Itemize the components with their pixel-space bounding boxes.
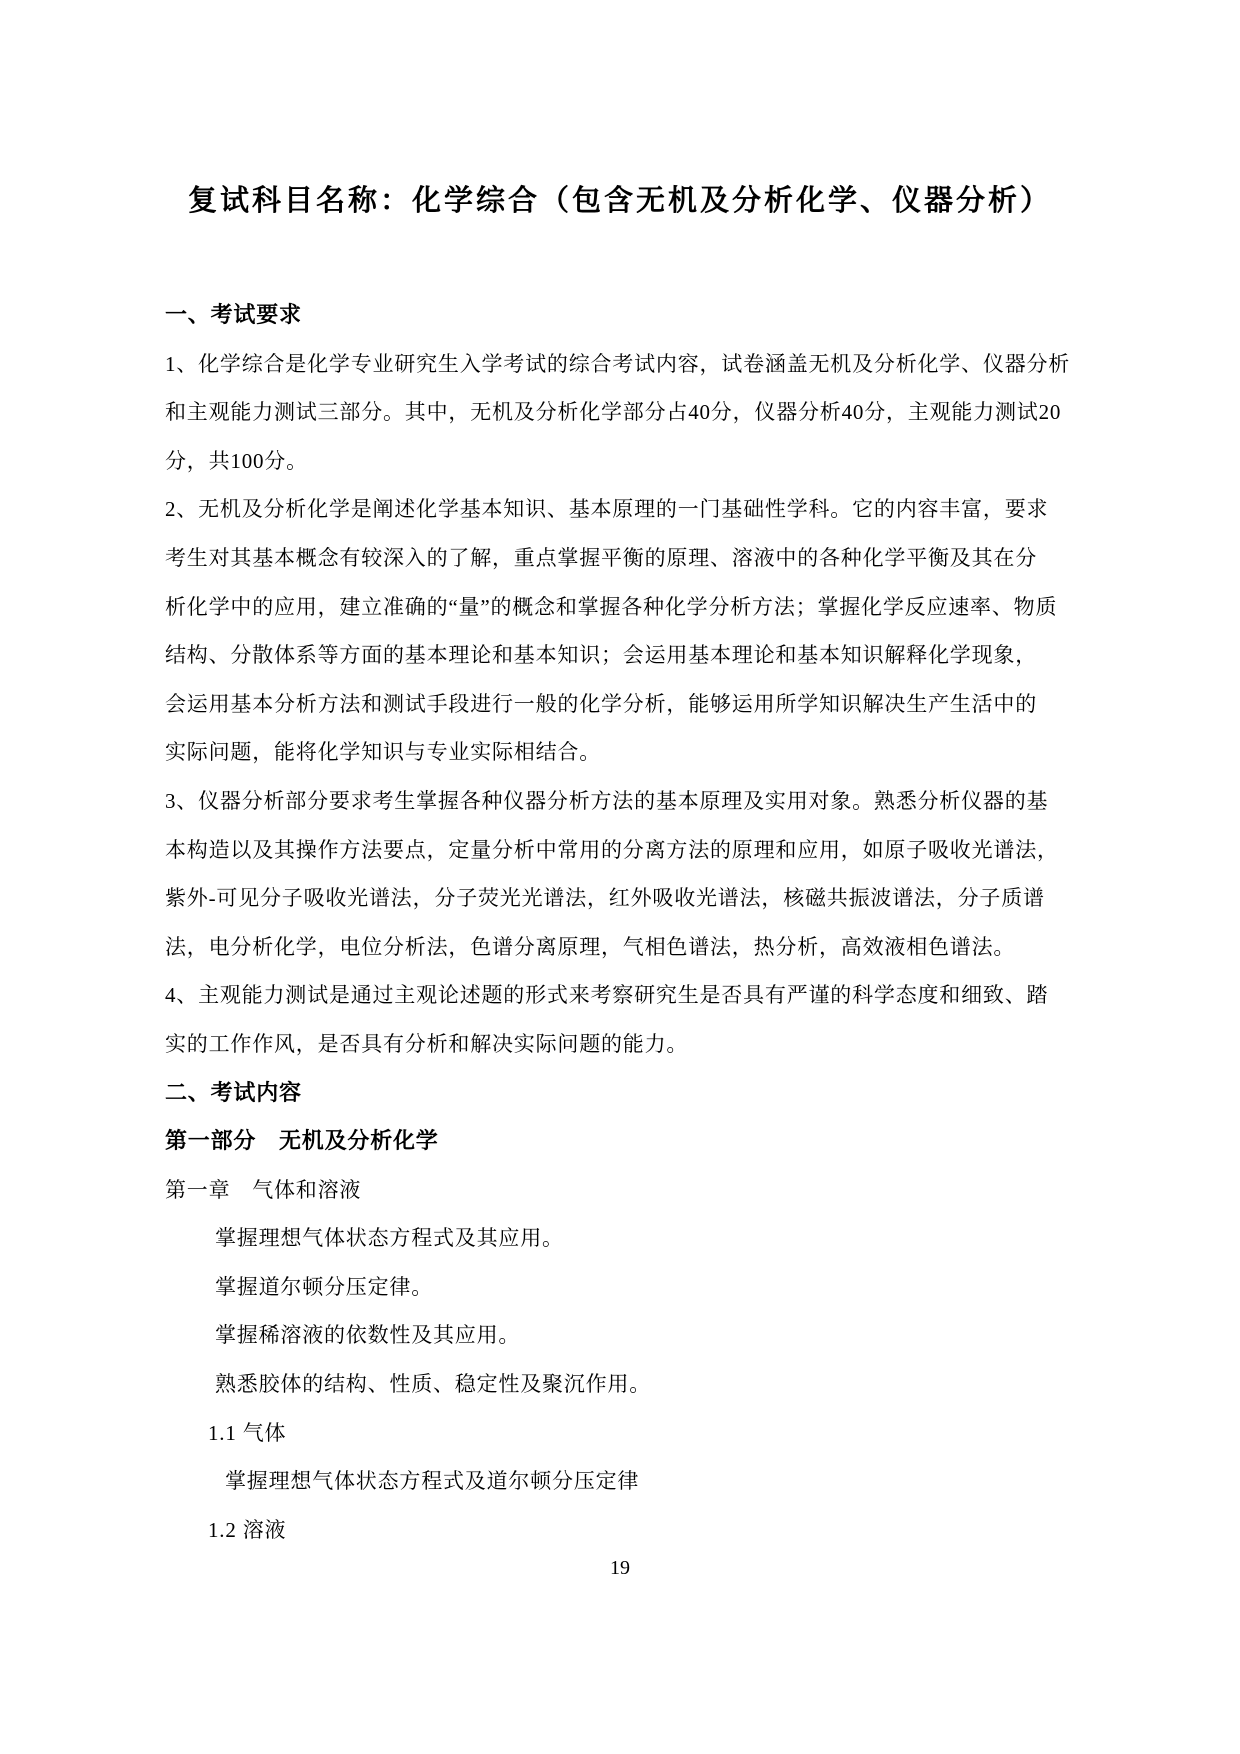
requirement-4-line-1: 4、主观能力测试是通过主观论述题的形式来考察研究生是否具有严谨的科学态度和细致、踏 — [165, 983, 1049, 1008]
requirement-1-line-2: 和主观能力测试三部分。其中，无机及分析化学部分占40分，仪器分析40分，主观能力测试20 — [165, 400, 1062, 425]
document-title: 复试科目名称：化学综合（包含无机及分析化学、仪器分析） — [187, 185, 1052, 217]
requirement-2-line-4: 结构、分散体系等方面的基本理论和基本知识；会运用基本理论和基本知识解释化学现象， — [165, 643, 1037, 668]
requirement-3-line-4: 法，电分析化学，电位分析法，色谱分离原理，气相色谱法，热分析，高效液相色谱法。 — [165, 934, 1016, 959]
requirement-3-line-1: 3、仪器分析部分要求考生掌握各种仪器分析方法的基本原理及实用对象。熟悉分析仪器的基 — [165, 788, 1049, 813]
requirement-2-line-2: 考生对其基本概念有较深入的了解，重点掌握平衡的原理、溶液中的各种化学平衡及其在分 — [165, 545, 1037, 570]
requirement-2-line-5: 会运用基本分析方法和测试手段进行一般的化学分析，能够运用所学知识解决生产生活中的 — [165, 691, 1037, 716]
page-number: 19 — [610, 1557, 630, 1579]
requirement-2-line-6: 实际问题，能将化学知识与专业实际相结合。 — [165, 740, 601, 765]
heading-chapter-1: 第一章 气体和溶液 — [165, 1177, 362, 1202]
requirement-4-line-2: 实的工作作风，是否具有分析和解决实际问题的能力。 — [165, 1031, 689, 1056]
requirement-2-line-1: 2、无机及分析化学是阐述化学基本知识、基本原理的一门基础性学科。它的内容丰富，要求 — [165, 497, 1049, 522]
chapter-1-point: 熟悉胶体的结构、性质、稳定性及聚沉作用。 — [215, 1372, 651, 1397]
heading-exam-content: 二、考试内容 — [165, 1079, 302, 1105]
section-1-1-point: 掌握理想气体状态方程式及道尔顿分压定律 — [225, 1469, 640, 1494]
section-1-1-heading: 1.1 气体 — [208, 1420, 287, 1445]
chapter-1-point: 掌握理想气体状态方程式及其应用。 — [215, 1226, 564, 1251]
requirement-1-line-3: 分，共100分。 — [165, 448, 308, 473]
requirement-2-line-3: 析化学中的应用，建立准确的“量”的概念和掌握各种化学分析方法；掌握化学反应速率、物质 — [165, 594, 1058, 619]
requirement-1-line-1: 1、化学综合是化学专业研究生入学考试的综合考试内容，试卷涵盖无机及分析化学、仪器分析 — [165, 351, 1071, 376]
heading-part-1: 第一部分 无机及分析化学 — [165, 1128, 439, 1154]
requirement-3-line-2: 本构造以及其操作方法要点，定量分析中常用的分离方法的原理和应用，如原子吸收光谱法， — [165, 837, 1059, 862]
section-1-2-heading: 1.2 溶液 — [208, 1517, 287, 1542]
document-body — [165, 291, 1075, 1554]
heading-exam-requirements: 一、考试要求 — [165, 302, 302, 327]
requirement-3-line-3: 紫外-可见分子吸收光谱法，分子荧光光谱法，红外吸收光谱法，核磁共振波谱法，分子质谱 — [165, 886, 1045, 911]
chapter-1-point: 掌握道尔顿分压定律。 — [215, 1274, 433, 1299]
chapter-1-point: 掌握稀溶液的依数性及其应用。 — [215, 1323, 521, 1348]
